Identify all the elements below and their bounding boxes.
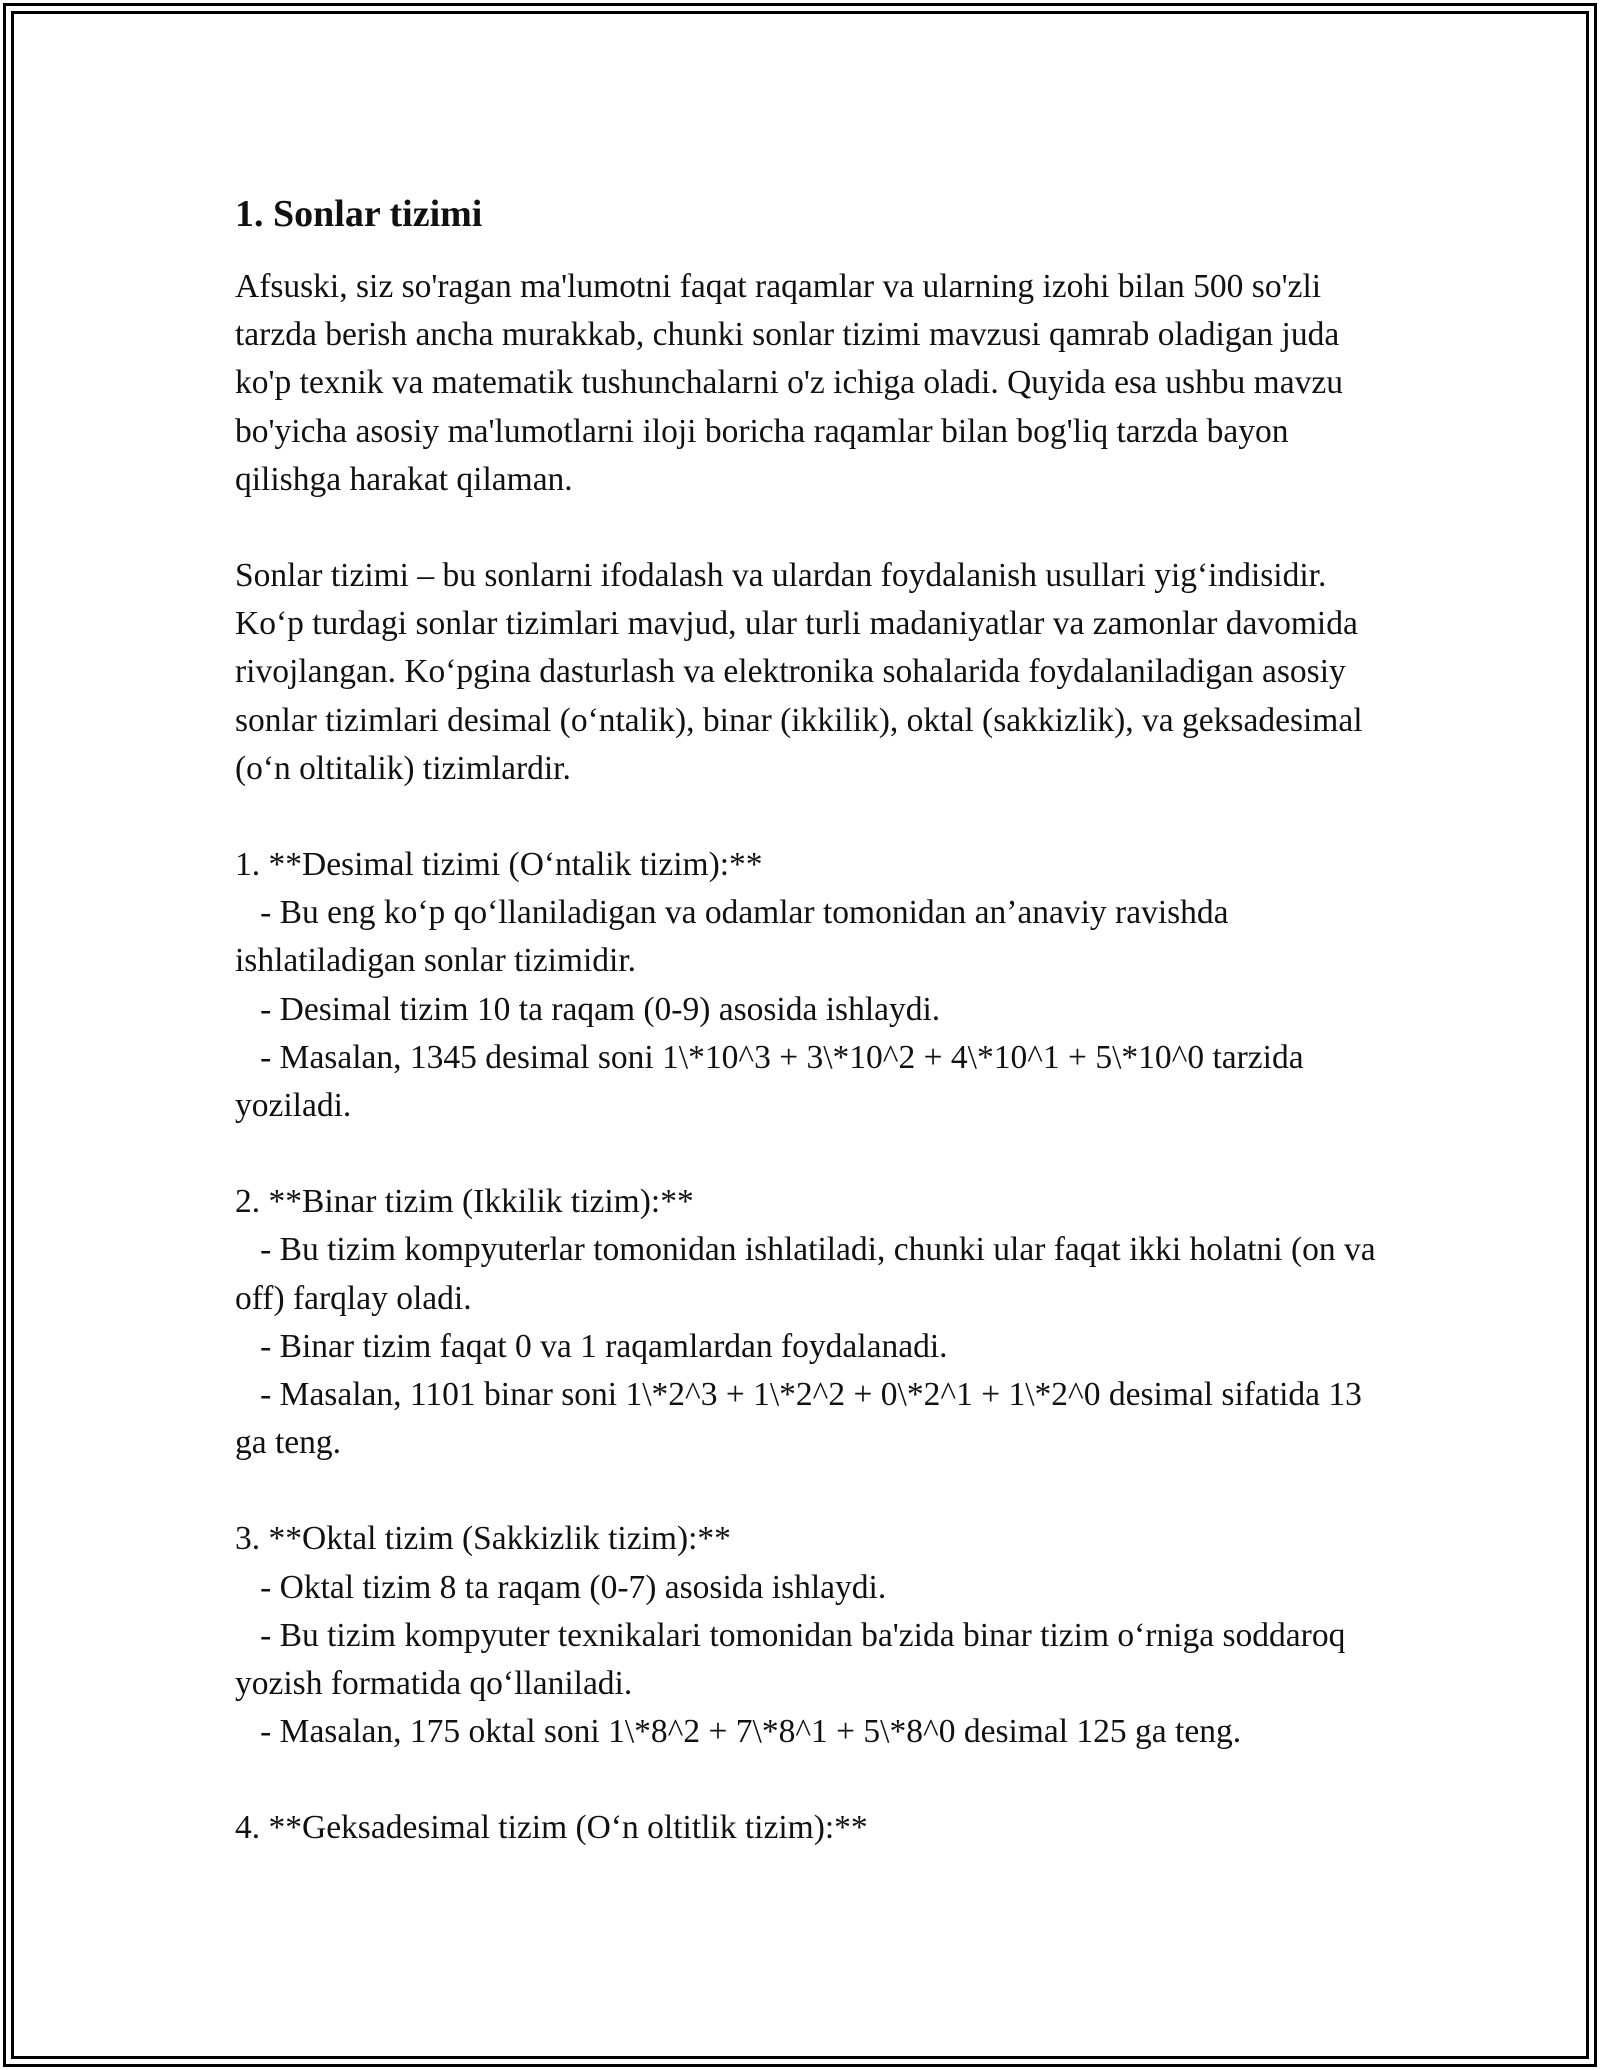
list-item-bullet: - Masalan, 1101 binar soni 1\*2^3 + 1\*2^2 + 0\*2^1 + 1\*2^0 desimal sifatida 13 ga teng. bbox=[235, 1376, 1371, 1462]
list-item-bullet: - Binar tizim faqat 0 va 1 raqamlardan foydalanadi. bbox=[235, 1327, 948, 1365]
list-item-heading: 2. **Binar tizim (Ikkilik tizim):** bbox=[235, 1183, 694, 1221]
list-item-bullet: - Masalan, 1345 desimal soni 1\*10^3 + 3\*10^2 + 4\*10^1 + 5\*10^0 tarzida yoziladi. bbox=[235, 1038, 1312, 1125]
list-item-bullet: - Oktal tizim 8 ta raqam (0-7) asosida ishlaydi. bbox=[235, 1568, 887, 1606]
document-title: 1. Sonlar tizimi bbox=[235, 193, 483, 235]
intro-paragraph: Afsuski, siz so'ragan ma'lumotni faqat raqamlar va ularning izohi bilan 500 so'zli tarzda berish ancha murakkab, chunki sonlar tizimi mavzusi qamrab oladigan juda ko'p texnik va matematik tushunchalarni o'z ichiga oladi. Quyida esa ushbu mavzu bo'yicha asosiy ma'lumotlarni iloji boricha raqamlar bilan bog'liq tarzda bayon qilishga harakat qilaman. bbox=[235, 268, 1343, 498]
list-item-decimal bbox=[235, 841, 1385, 1130]
list-item-octal bbox=[235, 1515, 1385, 1756]
list-item-heading: 1. **Desimal tizimi (O‘ntalik tizim):** bbox=[235, 846, 763, 884]
list-item-hexadecimal bbox=[235, 1804, 1385, 1852]
list-item-heading: 4. **Geksadesimal tizim (O‘n oltitlik tizim):** bbox=[235, 1809, 868, 1847]
definition-paragraph: Sonlar tizimi – bu sonlarni ifodalash va ulardan foydalanish usullari yig‘indisidir. Ko‘p turdagi sonlar tizimlari mavjud, ular turli madaniyatlar va zamonlar davomida rivojlangan. Ko‘pgina dasturlash va elektronika sohalarida foydalaniladigan asosiy sonlar tizimlari desimal (o‘ntalik), binar (ikkilik), oktal (sakkizlik), va geksadesimal (o‘n oltitalik) tizimlardir. bbox=[235, 557, 1363, 787]
list-item-binary bbox=[235, 1178, 1385, 1467]
list-item-bullet: - Masalan, 175 oktal soni 1\*8^2 + 7\*8^1 + 5\*8^0 desimal 125 ga teng. bbox=[235, 1713, 1242, 1751]
document-body bbox=[235, 190, 1385, 1901]
list-item-bullet: - Bu tizim kompyuterlar tomonidan ishlatiladi, chunki ular faqat ikki holatni (on va off) farqlay oladi. bbox=[235, 1231, 1384, 1317]
list-item-heading: 3. **Oktal tizim (Sakkizlik tizim):** bbox=[235, 1520, 731, 1558]
list-item-bullet: - Bu eng ko‘p qo‘llaniladigan va odamlar tomonidan an’anaviy ravishda ishlatiladigan sonlar tizimidir. bbox=[235, 894, 1237, 980]
list-item-bullet: - Desimal tizim 10 ta raqam (0-9) asosida ishlaydi. bbox=[235, 990, 941, 1028]
list-item-bullet: - Bu tizim kompyuter texnikalari tomonidan ba'zida binar tizim o‘rniga soddaroq yozish formatida qo‘llaniladi. bbox=[235, 1616, 1354, 1703]
